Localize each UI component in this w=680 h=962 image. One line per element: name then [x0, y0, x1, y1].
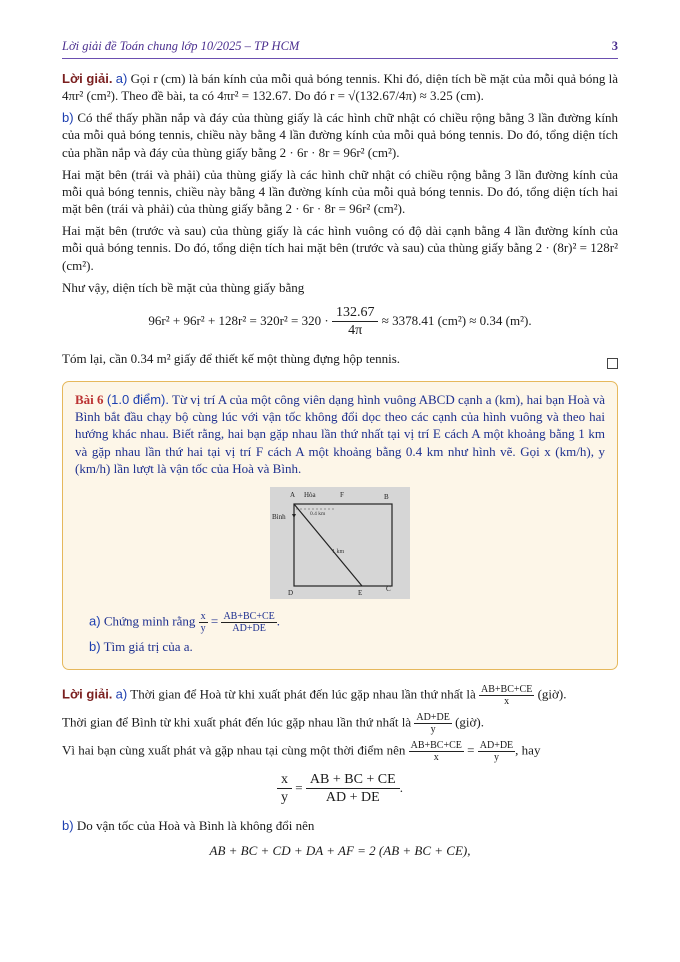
- sub-b-text: Tìm giá trị của a.: [103, 638, 193, 654]
- solution2-p3-pre: Vì hai bạn cùng xuất phát và gặp nhau tại cùng một thời điểm nên: [62, 742, 406, 758]
- solution2-p1: [62, 684, 618, 707]
- solution2-p3: Vì hai bạn cùng xuất phát và gặp nhau tại cùng một thời điểm nên $\frac{AB+BC+CE}{x}$ = $\frac{AD+DE}{y}$ , hay: [62, 739, 541, 763]
- ratio-rhs-num: AB + BC + CE: [306, 771, 400, 790]
- problem-6-part-a: a) Chứng minh rằng $\frac{x}{y}$ = $\frac{AB+BC+CE}{AD+DE}$ .: [89, 610, 280, 634]
- park-diagram: [270, 487, 410, 599]
- solution1-p2: [62, 109, 618, 160]
- eq-frac-den: 4π: [348, 323, 363, 339]
- part-a-label: a): [115, 71, 128, 86]
- surface-area-equation: [62, 304, 618, 340]
- part-b-label: b): [62, 110, 74, 126]
- label-e: E: [358, 588, 363, 597]
- solution2-p4: [62, 817, 618, 834]
- problem-6-part-b: [75, 638, 605, 655]
- header-rule: [62, 58, 618, 59]
- sub-a-xy-frac: [199, 611, 208, 634]
- label-0-4km: 0.4 km: [310, 510, 326, 517]
- label-d: D: [288, 588, 294, 597]
- label-binh: Bình: [272, 512, 286, 521]
- problem-title: Bài 6: [75, 392, 104, 408]
- header-title: Lời giải đề Toán chung lớp 10/2025 – TP HCM: [62, 39, 300, 53]
- solution1-p3: Hai mặt bên (trái và phải) của thùng giấy là các hình chữ nhật có chiều rộng bằng 3 lần đường kính của mỗi quả bóng tennis, chiều này bằng 4 lần đường kính của mỗi quả bóng tennis. Do đó, tổng diện tích hai mặt bên (trái và phải) của thùng giấy bằng 2 · 6r · 8r = 96r² (cm²).: [62, 166, 618, 217]
- sub-a-label: a): [89, 613, 101, 629]
- sub-a-y: y: [200, 622, 206, 634]
- solution2-part-a: a): [115, 686, 128, 702]
- solution-label: Lời giải.: [62, 71, 113, 86]
- solution2-part-b: b): [62, 817, 74, 833]
- binh-time-den: y: [430, 723, 436, 735]
- solution2-p2: [62, 712, 618, 735]
- eq-frac-2-num: AD+DE: [479, 739, 514, 751]
- ratio-rhs: [306, 771, 400, 807]
- solution1-text1: Gọi r (cm) là bán kính của mỗi quả bóng tennis. Khi đó, diện tích bề mặt của mỗi quả bóng là 4πr² (cm²). Theo đề bài, ta có 4πr² = 132.67. Do đó r = √(132.67/4π) ≈ 3.25 (cm).: [62, 71, 619, 104]
- eq-frac-2: [478, 740, 515, 763]
- solution2-p3-post: , hay: [515, 742, 541, 758]
- label-hoa: Hòa: [304, 490, 316, 499]
- park-figure: [270, 487, 410, 599]
- page-header: [62, 38, 618, 58]
- hoa-time-num: AB+BC+CE: [481, 683, 533, 695]
- problem-text: Từ vị trí A của một công viên dạng hình vuông ABCD cạnh a (km), hai bạn Hoà và Bình bắt đầu chạy bộ cùng lúc với vận tốc không đổi dọc theo các cạnh của hình vuông và theo hai hướng khác nhau. Biết rằng, hai bạn gặp nhau lần thứ nhất tại vị trí E cách A một khoảng bằng 1 km và gặp nhau lần thứ hai tại vị trí F cách A một khoảng bằng 0.4 km như hình vẽ. Gọi x (km/h), y (km/h) lần lượt là vận tốc của Hoà và Bình.: [75, 392, 605, 476]
- eq-frac-1: [409, 740, 464, 763]
- eq-frac-2-den: y: [493, 751, 499, 763]
- problem-6-box: [62, 381, 618, 670]
- eq-frac-1-num: AB+BC+CE: [410, 739, 462, 751]
- solution2-p2-post: (giờ).: [455, 714, 484, 730]
- problem-points: (1.0 điểm).: [106, 392, 169, 408]
- label-c: C: [386, 584, 391, 593]
- solution2-p2-pre: Thời gian để Bình từ khi xuất phát đến lúc gặp nhau lần thứ nhất là: [62, 714, 412, 730]
- eq-frac-num: 132.67: [332, 304, 379, 323]
- label-b: B: [384, 492, 389, 501]
- solution1-conclusion: Tóm lại, cần 0.34 m² giấy để thiết kế một thùng đựng hộp tennis.: [62, 350, 401, 366]
- eq-left: 96r² + 96r² + 128r² = 320r² = 320 ·: [148, 312, 329, 328]
- ratio-equation: $\frac{x}{y}$ = $\frac{AB + BC + CE}{AD + DE}$ .: [62, 771, 618, 807]
- sub-b-label: b): [89, 638, 101, 654]
- sub-a-x: x: [200, 610, 206, 622]
- qed-box: [607, 358, 618, 369]
- ratio-xy: [277, 771, 292, 807]
- sub-a-rhs-frac: [221, 611, 276, 634]
- page-content: [62, 70, 618, 869]
- binh-time-frac: [414, 712, 451, 735]
- eq-frac-1-den: x: [433, 751, 439, 763]
- page-number: 3: [611, 39, 618, 53]
- eq-right: ≈ 3378.41 (cm²) ≈ 0.34 (m²).: [381, 312, 532, 328]
- sub-a-den: AD+DE: [232, 622, 266, 634]
- perimeter-equation: AB + BC + CD + DA + AF = 2 (AB + BC + CE),: [209, 843, 471, 859]
- hoa-time-den: x: [504, 695, 510, 707]
- solution1-p4: Hai mặt bên (trước và sau) của thùng giấy là các hình vuông có độ dài cạnh bằng 4 lần đường kính của mỗi quả bóng tennis. Do đó, tổng diện tích hai mặt bên (trước và sau) của thùng giấy bằng 2 · (8r)² = 128r² (cm²).: [62, 223, 618, 273]
- problem-6-statement: [75, 391, 605, 477]
- sub-a-text: Chứng minh rằng: [103, 613, 196, 629]
- solution2-p4-text: Do vận tốc của Hoà và Bình là không đổi nên: [76, 817, 315, 833]
- ratio-y: y: [281, 790, 289, 806]
- hoa-time-frac: [479, 684, 534, 707]
- binh-time-num: AD+DE: [416, 711, 450, 723]
- label-1km: 1 km: [332, 548, 345, 555]
- solution1-p5: Như vậy, diện tích bề mặt của thùng giấy bằng: [62, 279, 305, 295]
- ratio-x: x: [277, 771, 292, 790]
- label-f: F: [340, 490, 344, 499]
- sub-a-num: AB+BC+CE: [223, 610, 275, 622]
- solution1-text2: Có thể thấy phần nắp và đáy của thùng giấy là các hình chữ nhật có chiều rộng bằng 3 lần đường kính của mỗi quả bóng tennis, chiều này bằng 4 lần đường kính của mỗi quả bóng tennis. Do đó, tổng diện tích của phần nắp và đáy của thùng giấy bằng 2 · 6r · 8r = 96r² (cm²).: [62, 110, 618, 160]
- solution2-p1-pre: Thời gian để Hoà từ khi xuất phát đến lúc gặp nhau lần thứ nhất là: [130, 686, 476, 702]
- ratio-rhs-den: AD + DE: [325, 790, 380, 806]
- solution1-p1: [62, 70, 618, 104]
- solution2-p1-post: (giờ).: [537, 686, 567, 702]
- eq-fraction: [332, 304, 379, 340]
- label-a: A: [290, 490, 296, 499]
- solution2-label: Lời giải.: [62, 686, 113, 702]
